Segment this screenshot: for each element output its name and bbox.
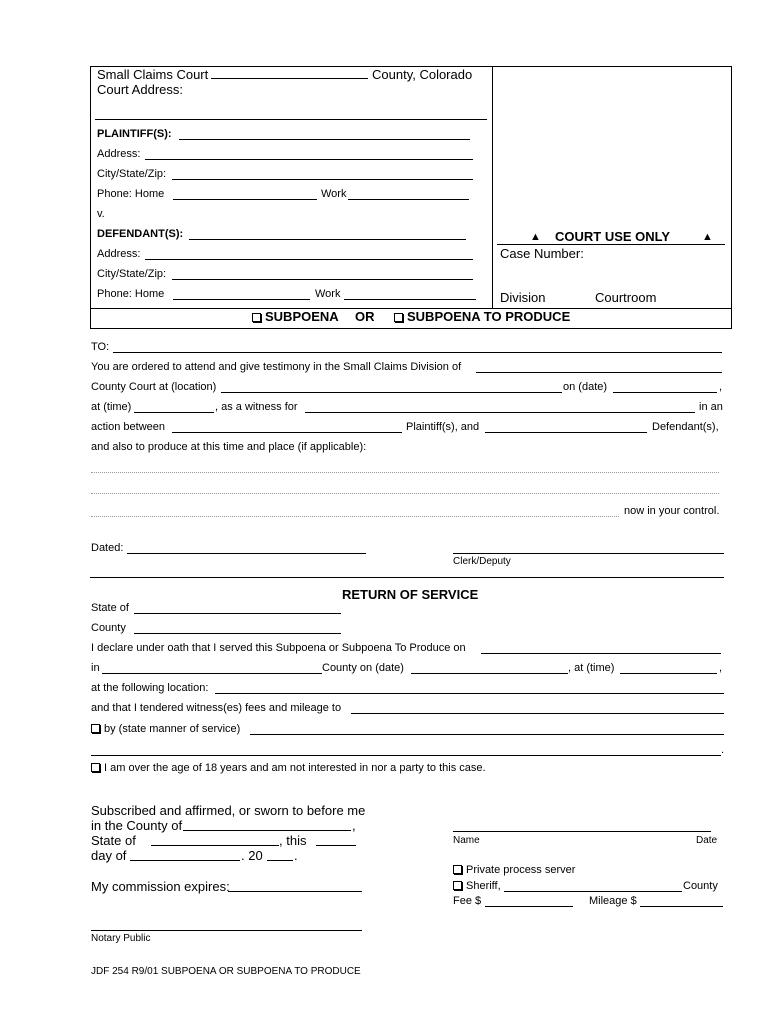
this-label: , this <box>279 833 307 848</box>
form-code: JDF 254 R9/01 SUBPOENA OR SUBPOENA TO PRODUCE <box>91 966 361 977</box>
mileage-field[interactable] <box>640 906 723 907</box>
year-field[interactable] <box>267 860 293 861</box>
location-field[interactable] <box>221 392 562 393</box>
notary-signature-field[interactable] <box>91 930 362 931</box>
private-server-label: Private process server <box>466 864 576 876</box>
case-number-label: Case Number: <box>500 246 584 261</box>
to-field[interactable] <box>113 352 722 353</box>
day-of-field[interactable] <box>130 860 240 861</box>
notary-county-comma: , <box>352 818 356 833</box>
subpoena-checkbox[interactable] <box>252 313 261 322</box>
versus-label: v. <box>97 208 105 220</box>
defendant-address-label: Address: <box>97 248 141 260</box>
notary-public-label: Notary Public <box>91 933 151 944</box>
spade-right-icon: ▲ <box>702 231 713 243</box>
in-county-of-label: in the County of <box>91 818 183 833</box>
sheriff-label: Sheriff, <box>466 880 501 892</box>
subpoena-to-produce-checkbox[interactable] <box>394 313 403 322</box>
witness-for-field[interactable] <box>305 412 695 413</box>
spade-left-icon: ▲ <box>530 231 541 243</box>
plaintiffs-label: PLAINTIFF(S): <box>97 128 172 140</box>
ros-at-time-label: , at (time) <box>568 662 615 674</box>
ros-county-label: County <box>91 622 126 634</box>
fee-label: Fee $ <box>453 895 482 907</box>
ros-county-on-date-label: County on (date) <box>322 662 404 674</box>
server-name-label: Name <box>453 835 480 846</box>
defendant-address-field[interactable] <box>145 259 473 260</box>
now-in-control-label: now in your control. <box>624 505 720 517</box>
produce-label: and also to produce at this time and place (if applicable): <box>91 441 367 453</box>
division-label: Division <box>500 290 546 305</box>
sheriff-county-field[interactable] <box>504 891 682 892</box>
ros-time-field[interactable] <box>620 673 717 674</box>
notary-county-field[interactable] <box>183 830 351 831</box>
subpoena-to-produce-label: SUBPOENA TO PRODUCE <box>407 309 571 324</box>
mileage-label: Mileage $ <box>589 895 637 907</box>
subpoena-label: SUBPOENA <box>265 309 339 324</box>
defendant-work-field[interactable] <box>344 299 476 300</box>
tendered-label: and that I tendered witness(es) fees and mileage to <box>91 702 342 714</box>
on-date-comma: , <box>719 381 723 393</box>
produce-line-1[interactable] <box>91 472 719 473</box>
as-witness-label: , as a witness for <box>215 401 298 413</box>
at-time-field[interactable] <box>134 412 214 413</box>
produce-line-2[interactable] <box>91 493 719 494</box>
plaintiff-city-label: City/State/Zip: <box>97 168 167 180</box>
to-label: TO: <box>91 341 110 353</box>
commission-field[interactable] <box>228 891 362 892</box>
notary-state-field[interactable] <box>151 845 279 846</box>
court-address-label: Court Address: <box>97 82 183 97</box>
defendants-field[interactable] <box>189 239 466 240</box>
age-statement-option[interactable] <box>91 762 486 774</box>
plaintiff-phone-home-label: Phone: Home <box>97 188 165 200</box>
plaintiff-city-field[interactable] <box>172 179 473 180</box>
by-manner-label: by (state manner of service) <box>104 723 241 735</box>
defendant-city-field[interactable] <box>172 279 473 280</box>
dated-field[interactable] <box>127 553 366 554</box>
court-use-only-label: COURT USE ONLY <box>555 229 671 244</box>
at-time-label: at (time) <box>91 401 132 413</box>
declare-text: I declare under oath that I served this Subpoena or Subpoena To Produce on <box>91 642 466 654</box>
on-date-label: on (date) <box>563 381 608 393</box>
subpoena-to-produce-option[interactable] <box>394 309 570 324</box>
sheriff-county-label: County <box>683 880 718 892</box>
ros-state-label: State of <box>91 602 129 614</box>
server-date-label: Date <box>696 835 718 846</box>
produce-line-3[interactable] <box>91 516 619 517</box>
defendant-city-label: City/State/Zip: <box>97 268 167 280</box>
ros-in-label: in <box>91 662 100 674</box>
in-an-label: in an <box>699 401 723 413</box>
ros-state-field[interactable] <box>134 613 341 614</box>
ros-date-field[interactable] <box>411 673 568 674</box>
subpoena-option[interactable] <box>252 309 339 324</box>
age-statement-text: I am over the age of 18 years and am not interested in nor a party to this case. <box>104 762 486 774</box>
county-court-location-label: County Court at (location) <box>91 381 217 393</box>
by-manner-field[interactable] <box>250 734 724 735</box>
subscribed-text: Subscribed and affirmed, or sworn to before me <box>91 803 366 818</box>
plaintiffs-field[interactable] <box>179 139 470 140</box>
twenty-label: . 20 <box>241 848 263 863</box>
ros-in-county-field[interactable] <box>102 673 322 674</box>
age-statement-checkbox[interactable] <box>91 763 100 772</box>
year-period: . <box>294 848 298 863</box>
defendants-label: DEFENDANT(S): <box>97 228 184 240</box>
plaintiff-address-field[interactable] <box>145 159 473 160</box>
plaintiff-address-label: Address: <box>97 148 141 160</box>
defendant-phone-home-field[interactable] <box>173 299 310 300</box>
clerk-signature-field[interactable] <box>453 553 724 554</box>
action-between-label: action between <box>91 421 165 433</box>
court-address-field[interactable] <box>95 119 487 120</box>
ros-county-field[interactable] <box>134 633 341 634</box>
fee-field[interactable] <box>485 906 573 907</box>
by-manner-period: . <box>721 744 725 756</box>
action-defendant-field[interactable] <box>485 432 647 433</box>
return-of-service-title: RETURN OF SERVICE <box>342 587 479 602</box>
defendant-work-label: Work <box>315 288 341 300</box>
court-county-field[interactable] <box>211 78 368 79</box>
courtroom-label: Courtroom <box>595 290 657 305</box>
this-field[interactable] <box>316 845 356 846</box>
clerk-deputy-label: Clerk/Deputy <box>453 556 511 567</box>
action-plaintiff-field[interactable] <box>172 432 402 433</box>
sheriff-option[interactable] <box>453 880 501 892</box>
court-use-divider <box>497 244 725 245</box>
following-location-label: at the following location: <box>91 682 209 694</box>
ordered-text: You are ordered to attend and give testimony in the Small Claims Division of <box>91 361 462 373</box>
tendered-field[interactable] <box>351 713 724 714</box>
section-divider <box>90 577 724 578</box>
plaintiff-work-field[interactable] <box>348 199 469 200</box>
defendants-comma-label: Defendant(s), <box>652 421 719 433</box>
following-location-field[interactable] <box>215 693 724 694</box>
private-server-checkbox[interactable] <box>453 865 462 874</box>
private-server-option[interactable] <box>453 864 575 876</box>
plaintiff-phone-home-field[interactable] <box>173 199 317 200</box>
small-claims-county-field[interactable] <box>476 372 722 373</box>
sheriff-checkbox[interactable] <box>453 881 462 890</box>
on-date-field[interactable] <box>613 392 717 393</box>
by-manner-checkbox[interactable] <box>91 724 100 733</box>
commission-label: My commission expires: <box>91 879 230 894</box>
served-on-field[interactable] <box>481 653 721 654</box>
plaintiff-work-label: Work <box>321 188 347 200</box>
court-label: Small Claims Court <box>97 67 209 82</box>
or-label: OR <box>355 309 375 324</box>
dated-label: Dated: <box>91 542 124 554</box>
county-colorado-label: County, Colorado <box>372 67 473 82</box>
ros-time-comma: , <box>719 662 723 674</box>
notary-state-label: State of <box>91 833 136 848</box>
caption-divider-vertical <box>492 66 493 308</box>
day-of-label: day of <box>91 848 127 863</box>
plaintiffs-and-label: Plaintiff(s), and <box>406 421 480 433</box>
server-name-field[interactable] <box>453 831 711 832</box>
by-manner-option[interactable] <box>91 723 240 735</box>
by-manner-field-2[interactable] <box>91 755 721 756</box>
defendant-phone-home-label: Phone: Home <box>97 288 165 300</box>
